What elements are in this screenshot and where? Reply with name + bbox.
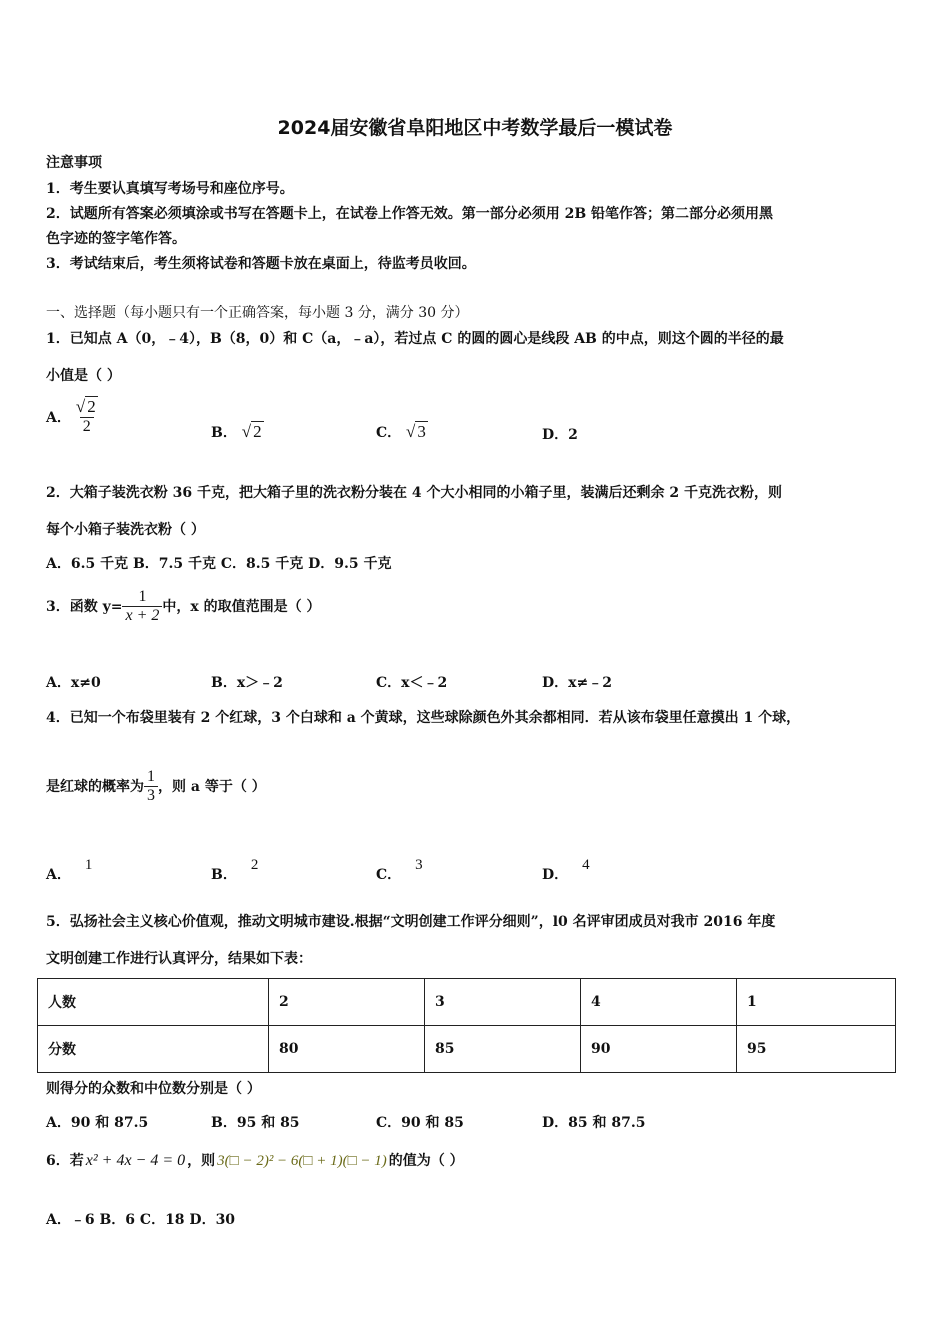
q4-prefix: 是红球的概率为	[46, 779, 144, 796]
option-label: A．	[46, 409, 71, 426]
table-cell: 4	[581, 979, 737, 1026]
q5-option-d: D．85 和 87.5	[542, 1115, 646, 1131]
q1-option-a	[46, 398, 101, 435]
option-label: D．	[542, 867, 569, 883]
option-value: 1	[84, 857, 93, 873]
q6-equation: x² + 4x − 4 = 0	[85, 1152, 186, 1169]
q4-suffix: ，则 a 等于（ ）	[158, 779, 266, 796]
sqrt-symbol: √ 2	[75, 397, 96, 416]
question-1-text: 1．已知点 A（0，﹣4），B（8，0）和 C（a，﹣a），若过点 C 的圆的圆心是线段 AB 的中点，则这个圆的半径的最	[46, 331, 784, 347]
option-label: A．	[46, 867, 71, 883]
q4-option-c	[376, 857, 423, 884]
q3-suffix: 中，x 的取值范围是（ ）	[162, 599, 321, 616]
q3-option-b: B．x＞﹣2	[211, 675, 283, 691]
option-label: C．	[376, 425, 402, 441]
sqrt-symbol: √ 2	[241, 422, 262, 441]
notice-item: 1．考生要认真填写考场号和座位序号。	[46, 181, 294, 197]
question-5-text-cont: 文明创建工作进行认真评分，结果如下表：	[46, 951, 312, 967]
question-2-text-cont: 每个小箱子装洗衣粉（ ）	[46, 522, 205, 538]
notice-heading: 注意事项	[46, 155, 102, 171]
table-row	[38, 1026, 896, 1073]
q4-fraction	[144, 768, 158, 804]
q3-fraction	[122, 588, 162, 624]
table-row	[38, 979, 896, 1026]
table-cell: 1	[737, 979, 896, 1026]
question-2-text: 2．大箱子装洗衣粉 36 千克，把大箱子里的洗衣粉分装在 4 个大小相同的小箱子里，装满后还剩余 2 千克洗衣粉，则	[46, 485, 782, 501]
q1-option-c	[376, 422, 428, 442]
q3-prefix: 3．函数 y=	[46, 599, 123, 616]
score-table	[37, 978, 896, 1073]
page-title: 2024届安徽省阜阳地区中考数学最后一模试卷	[277, 117, 673, 139]
fraction-denominator: 3	[144, 786, 158, 805]
question-4-text: 4．已知一个布袋里装有 2 个红球，3 个白球和 a 个黄球，这些球除颜色外其余都相同．若从该布袋里任意摸出 1 个球，	[46, 710, 801, 726]
table-cell: 人数	[38, 979, 269, 1026]
notice-item: 色字迹的签字笔作答。	[46, 231, 186, 247]
q4-option-d	[542, 857, 590, 884]
q2-options: A．6.5 千克 B．7.5 千克 C．8.5 千克 D．9.5 千克	[46, 556, 392, 572]
option-label: B．	[211, 425, 237, 441]
question-4-text-cont	[46, 768, 266, 804]
q3-option-d: D．x≠﹣2	[542, 675, 612, 691]
q4-option-a	[46, 857, 93, 884]
option-value: 3	[415, 857, 423, 873]
notice-item: 2．试题所有答案必须填涂或书写在答题卡上，在试卷上作答无效。第一部分必须用 2B 铅笔作答；第二部分必须用黑	[46, 206, 774, 222]
table-cell: 2	[269, 979, 425, 1026]
table-cell: 90	[581, 1026, 737, 1073]
option-label: C．	[376, 867, 402, 883]
q1-option-a-fraction	[73, 398, 101, 435]
q6-suffix: 的值为（ ）	[388, 1153, 464, 1169]
q6-prefix: 6．若	[46, 1153, 84, 1169]
table-cell: 80	[269, 1026, 425, 1073]
q4-option-b	[211, 857, 259, 884]
q3-option-c: C．x＜﹣2	[376, 675, 448, 691]
fraction-numerator	[73, 398, 101, 417]
fraction-denominator: x + 2	[122, 606, 162, 625]
q5-option-b: B．95 和 85	[211, 1115, 300, 1131]
fraction-numerator: 1	[138, 588, 147, 605]
table-cell: 95	[737, 1026, 896, 1073]
q5-question: 则得分的众数和中位数分别是（ ）	[46, 1081, 261, 1097]
radicand: 2	[87, 397, 96, 416]
sqrt-symbol: √ 3	[406, 422, 426, 441]
option-value: 4	[582, 857, 590, 873]
q1-option-b	[211, 422, 264, 442]
q6-options: A．﹣6 B．6 C．18 D．30	[46, 1212, 236, 1228]
question-3-text	[46, 588, 321, 624]
q5-option-a: A．90 和 87.5	[46, 1115, 149, 1131]
q3-option-a: A．x≠0	[46, 675, 101, 691]
question-5-text: 5．弘扬社会主义核心价值观，推动文明城市建设.根据“文明创建工作评分细则”，l0 名评审团成员对我市 2016 年度	[46, 914, 776, 930]
question-6-text	[46, 1150, 464, 1170]
radicand: 3	[417, 422, 426, 441]
q5-option-c: C．90 和 85	[376, 1115, 464, 1131]
q6-mid: ，则	[187, 1153, 216, 1169]
table-cell: 3	[425, 979, 581, 1026]
option-value: 2	[250, 857, 259, 873]
radicand: 2	[253, 422, 262, 441]
question-1-text-cont: 小值是（ ）	[46, 368, 121, 384]
section-heading: 一、选择题（每小题只有一个正确答案，每小题 3 分，满分 30 分）	[46, 305, 469, 321]
option-label: B．	[211, 867, 237, 883]
fraction-denominator: 2	[80, 417, 94, 436]
q6-expression: 3(□ − 2)² − 6(□ + 1)(□ − 1)	[217, 1153, 387, 1169]
notice-item: 3．考试结束后，考生须将试卷和答题卡放在桌面上，待监考员收回。	[46, 256, 476, 272]
table-cell: 85	[425, 1026, 581, 1073]
table-cell: 分数	[38, 1026, 269, 1073]
q1-option-d: D．2	[542, 427, 578, 443]
fraction-numerator: 1	[147, 768, 155, 785]
